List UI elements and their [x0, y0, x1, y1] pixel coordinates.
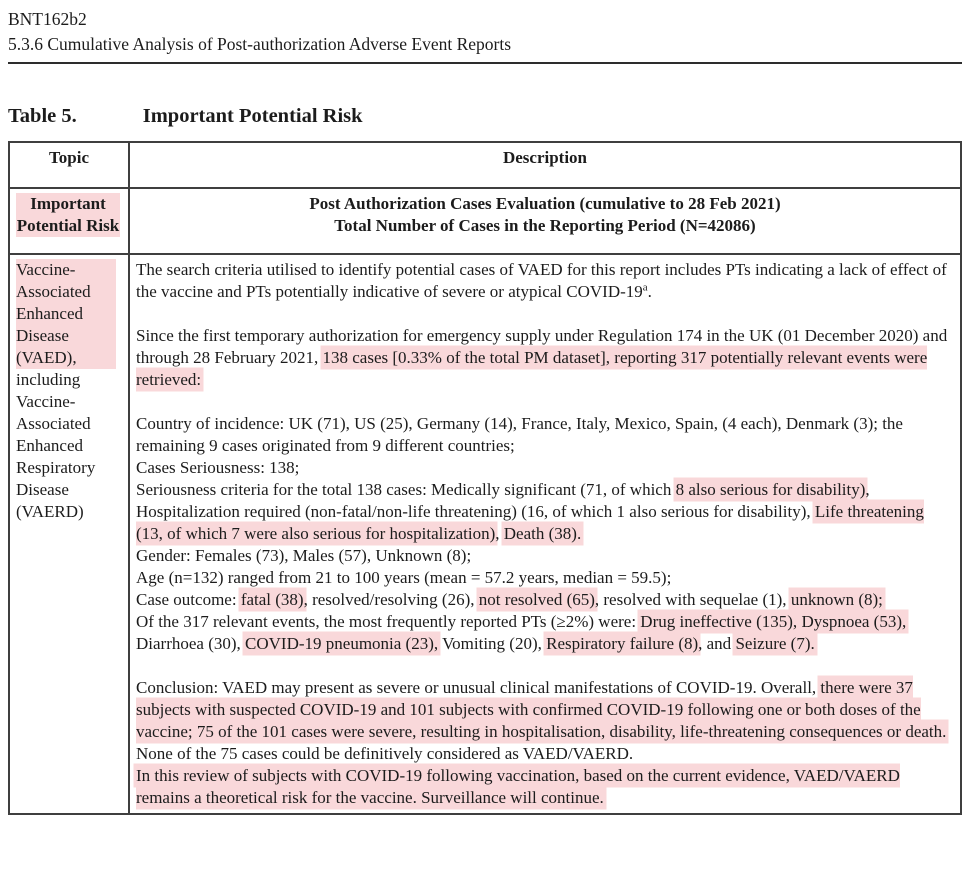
text-segment: The search criteria utilised to identify potential cases of VAED for this report includes PTs indicating a lack of effect of the vaccine and PTs potentially indicative of severe or atypical COVID-19 [136, 260, 947, 301]
document-header [8, 7, 962, 57]
subheader-topic-cell [9, 188, 129, 254]
highlighted-text: In this review of subjects with COVID-19 following vaccination, based on the current evidence, VAED/VAERD remains a theoretical risk for the vaccine. Surveillance will continue. [136, 766, 900, 807]
highlighted-text: Drug ineffective (135), [640, 612, 798, 631]
table-number: Table 5. [8, 105, 77, 127]
text-segment: Gender: Females (73), Males (57), Unknown (8); [136, 546, 472, 565]
subheader-description-cell [129, 188, 961, 254]
text-segment: Conclusion: VAED may present as severe or unusual clinical manifestations of COVID-19. Overall, [136, 678, 821, 697]
highlighted-text: COVID-19 pneumonia (23), [245, 634, 439, 653]
text-segment: Country of incidence: UK (71), US (25), Germany (14), France, Italy, Mexico, Spain, (4 each), Denmark (3); the remaining 9 cases originated from 9 different countries; [136, 414, 903, 455]
text-segment: Vomiting (20), [438, 634, 547, 653]
highlighted-text: 8 also serious for disability) [675, 480, 866, 499]
column-header-topic: Topic [9, 142, 129, 188]
description-paragraph [136, 413, 954, 655]
header-rule [8, 62, 962, 64]
post-authorization-evaluation-line: Post Authorization Cases Evaluation (cumulative to 28 Feb 2021) [309, 194, 781, 213]
doc-title: BNT162b2 [8, 9, 87, 29]
text-segment: Cases Seriousness: 138; [136, 458, 300, 477]
text-segment: , resolved with sequelae (1), [594, 590, 791, 609]
description-paragraph [136, 259, 954, 303]
highlighted-text: not resolved (65) [478, 590, 595, 609]
highlighted-text: Dyspnoea (53), [801, 612, 907, 631]
vaed-rest-label: including Vaccine-Associated Enhanced Respiratory Disease (VAERD) [16, 370, 96, 521]
highlighted-text: Death (38). [503, 524, 582, 543]
text-segment: Case outcome: [136, 590, 241, 609]
text-segment: Diarrhoea (30), [136, 634, 246, 653]
text-segment: Seriousness criteria for the total 138 cases: Medically significant (71, of which [136, 480, 676, 499]
text-segment: , Hospitalization required (non-fatal/non-life threatening) (16, of which 1 also serious for disability), [136, 480, 870, 521]
text-segment: , resolved/resolving (26), [303, 590, 479, 609]
doc-subtitle: 5.3.6 Cumulative Analysis of Post-authorization Adverse Event Reports [8, 34, 512, 54]
description-cell [129, 254, 961, 814]
table-caption [8, 105, 962, 128]
important-potential-risk-table [8, 141, 962, 815]
text-segment: . [647, 282, 652, 301]
text-segment: Age (n=132) ranged from 21 to 100 years (mean = 57.2 years, median = 59.5); [136, 568, 672, 587]
highlighted-text: there were 37 subjects with suspected COVID-19 and 101 subjects with confirmed COVID-19 following one or both doses of the vaccine; 75 of the 101 cases were severe, resulting in hospitalisation, disability, life-threatening consequences or death. [136, 678, 947, 741]
highlighted-text: Seizure (7). [735, 634, 815, 653]
description-paragraph [136, 325, 954, 391]
total-cases-line: Total Number of Cases in the Reporting Period (N=42086) [334, 216, 756, 235]
text-segment: , [495, 524, 504, 543]
description-paragraph [136, 677, 954, 809]
highlighted-text: Life threatening (13, of which 7 were also serious for hospitalization) [136, 502, 924, 543]
highlighted-text: unknown (8); [790, 590, 883, 609]
table-title: Important Potential Risk [142, 105, 363, 127]
text-segment: Of the 317 relevant events, the most frequently reported PTs (≥2%) were: [136, 612, 641, 631]
table-header-row [9, 142, 961, 188]
important-potential-risk-label: Important Potential Risk [16, 194, 120, 235]
text-segment: Since the first temporary authorization for emergency supply under Regulation 174 in the UK (01 December 2020) and through 28 February 2021, [136, 326, 948, 367]
table-subheader-row [9, 188, 961, 254]
text-segment: , and [698, 634, 736, 653]
text-segment: None of the 75 cases could be definitively considered as VAED/VAERD. [136, 744, 634, 763]
table-body-row [9, 254, 961, 814]
description-body [136, 259, 954, 809]
vaed-highlighted-label: Vaccine-Associated Enhanced Disease (VAED), [16, 259, 116, 369]
topic-cell-vaed [9, 254, 129, 814]
highlighted-text: 138 cases [0.33% of the total PM dataset], reporting 317 potentially relevant events were retrieved: [136, 348, 928, 389]
column-header-description: Description [129, 142, 961, 188]
highlighted-text: Respiratory failure (8) [546, 634, 699, 653]
text-segment: a [642, 281, 648, 294]
highlighted-text: fatal (38) [240, 590, 304, 609]
